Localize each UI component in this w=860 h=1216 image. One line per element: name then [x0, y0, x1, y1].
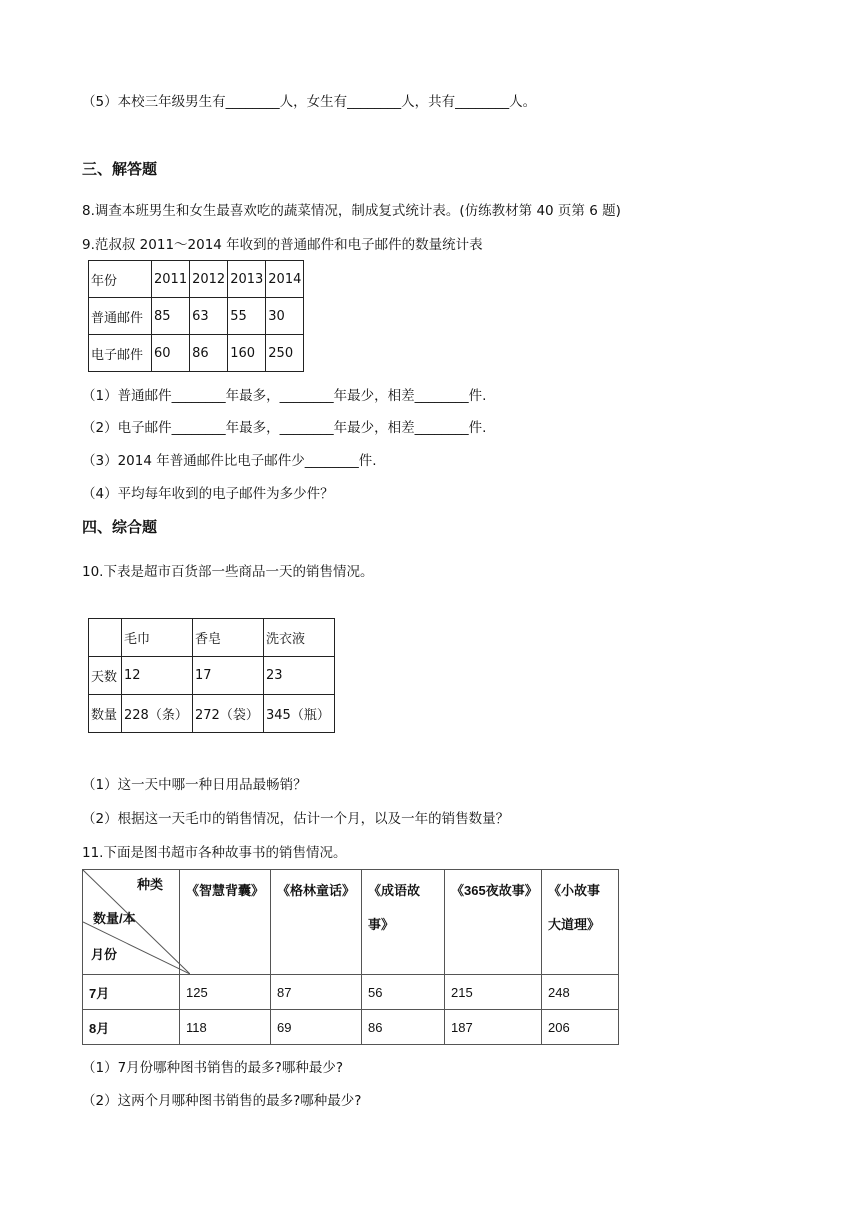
table-cell: 天数	[89, 657, 122, 695]
q9-sub-1: （1）普通邮件________年最多，________年最少，相差________件.	[82, 388, 487, 404]
table-cell: 年份	[89, 261, 152, 298]
table-cell: 345（瓶）	[264, 695, 335, 733]
table-row	[89, 261, 304, 298]
table-row	[83, 1010, 619, 1045]
table-cell: 毛巾	[122, 619, 193, 657]
table-cell: 56	[362, 975, 445, 1010]
table-cell: 2013	[228, 261, 266, 298]
table-cell: 85	[152, 298, 190, 335]
table-cell: 香皂	[193, 619, 264, 657]
table-row	[89, 619, 335, 657]
table-cell: 普通邮件	[89, 298, 152, 335]
table-cell: 215	[445, 975, 542, 1010]
table-cell: 电子邮件	[89, 335, 152, 372]
table-cell: 30	[266, 298, 304, 335]
mail-table	[88, 260, 304, 372]
table-cell: 2014	[266, 261, 304, 298]
table-cell: 86	[362, 1010, 445, 1045]
q10-sub-2: （2）根据这一天毛巾的销售情况，估计一个月，以及一年的销售数量？	[82, 811, 510, 827]
table-header-cell: 《小故事 大道理》	[542, 870, 619, 975]
q9-title: 9.范叔叔 2011～2014 年收到的普通邮件和电子邮件的数量统计表	[82, 237, 483, 253]
table-header-cell: 《365夜故事》	[445, 870, 542, 975]
table-cell: 55	[228, 298, 266, 335]
table-cell: 118	[180, 1010, 271, 1045]
section4-heading: 四、综合题	[82, 518, 158, 536]
table-cell: 86	[190, 335, 228, 372]
table-row	[89, 298, 304, 335]
table-header-cell: 《智慧背囊》	[180, 870, 271, 975]
table-row	[89, 695, 335, 733]
table-cell: 8月	[83, 1010, 180, 1045]
sales-table	[88, 618, 335, 733]
table-cell	[89, 619, 122, 657]
table-cell: 248	[542, 975, 619, 1010]
table-cell: 206	[542, 1010, 619, 1045]
q11-sub-2: （2）这两个月哪种图书销售的最多?哪种最少?	[82, 1093, 362, 1109]
q11-sub-1: （1）7月份哪种图书销售的最多?哪种最少?	[82, 1060, 344, 1076]
diag-label-category: 种类	[137, 877, 164, 892]
q9-sub-4: （4）平均每年收到的电子邮件为多少件？	[82, 486, 334, 502]
table-cell: 69	[271, 1010, 362, 1045]
table-cell: 187	[445, 1010, 542, 1045]
q9-sub-2: （2）电子邮件________年最多，________年最少，相差________件.	[82, 420, 487, 436]
table-cell: 12	[122, 657, 193, 695]
q11-title: 11.下面是图书超市各种故事书的销售情况。	[82, 845, 347, 861]
table-cell: 125	[180, 975, 271, 1010]
diagonal-header-cell	[83, 870, 180, 975]
q10-sub-1: （1）这一天中哪一种日用品最畅销？	[82, 777, 307, 793]
table-cell: 250	[266, 335, 304, 372]
table-row	[89, 335, 304, 372]
table-cell: 2011	[152, 261, 190, 298]
book-sales-table	[82, 869, 619, 1045]
q10-title: 10.下表是超市百货部一些商品一天的销售情况。	[82, 564, 374, 580]
section3-heading: 三、解答题	[82, 160, 158, 178]
q8-text: 8.调查本班男生和女生最喜欢吃的蔬菜情况，制成复式统计表。(仿练教材第 40 页第 6 题)	[82, 203, 621, 219]
table-cell: 272（袋）	[193, 695, 264, 733]
table-row	[89, 657, 335, 695]
q5-line: （5）本校三年级男生有________人，女生有________人，共有________人。	[82, 94, 537, 110]
table-cell: 228（条）	[122, 695, 193, 733]
table-row	[83, 975, 619, 1010]
table-cell: 160	[228, 335, 266, 372]
table-cell: 60	[152, 335, 190, 372]
table-cell: 7月	[83, 975, 180, 1010]
table-cell: 87	[271, 975, 362, 1010]
table-cell: 数量	[89, 695, 122, 733]
table-cell: 17	[193, 657, 264, 695]
table-cell: 洗衣液	[264, 619, 335, 657]
diag-label-month: 月份	[91, 947, 118, 962]
table-header-cell: 《成语故 事》	[362, 870, 445, 975]
q9-sub-3: （3）2014 年普通邮件比电子邮件少________件.	[82, 453, 377, 469]
table-cell: 63	[190, 298, 228, 335]
table-header-cell: 《格林童话》	[271, 870, 362, 975]
table-cell: 2012	[190, 261, 228, 298]
table-cell: 23	[264, 657, 335, 695]
table-row	[83, 870, 619, 975]
diag-label-quantity: 数量/本	[93, 911, 136, 926]
